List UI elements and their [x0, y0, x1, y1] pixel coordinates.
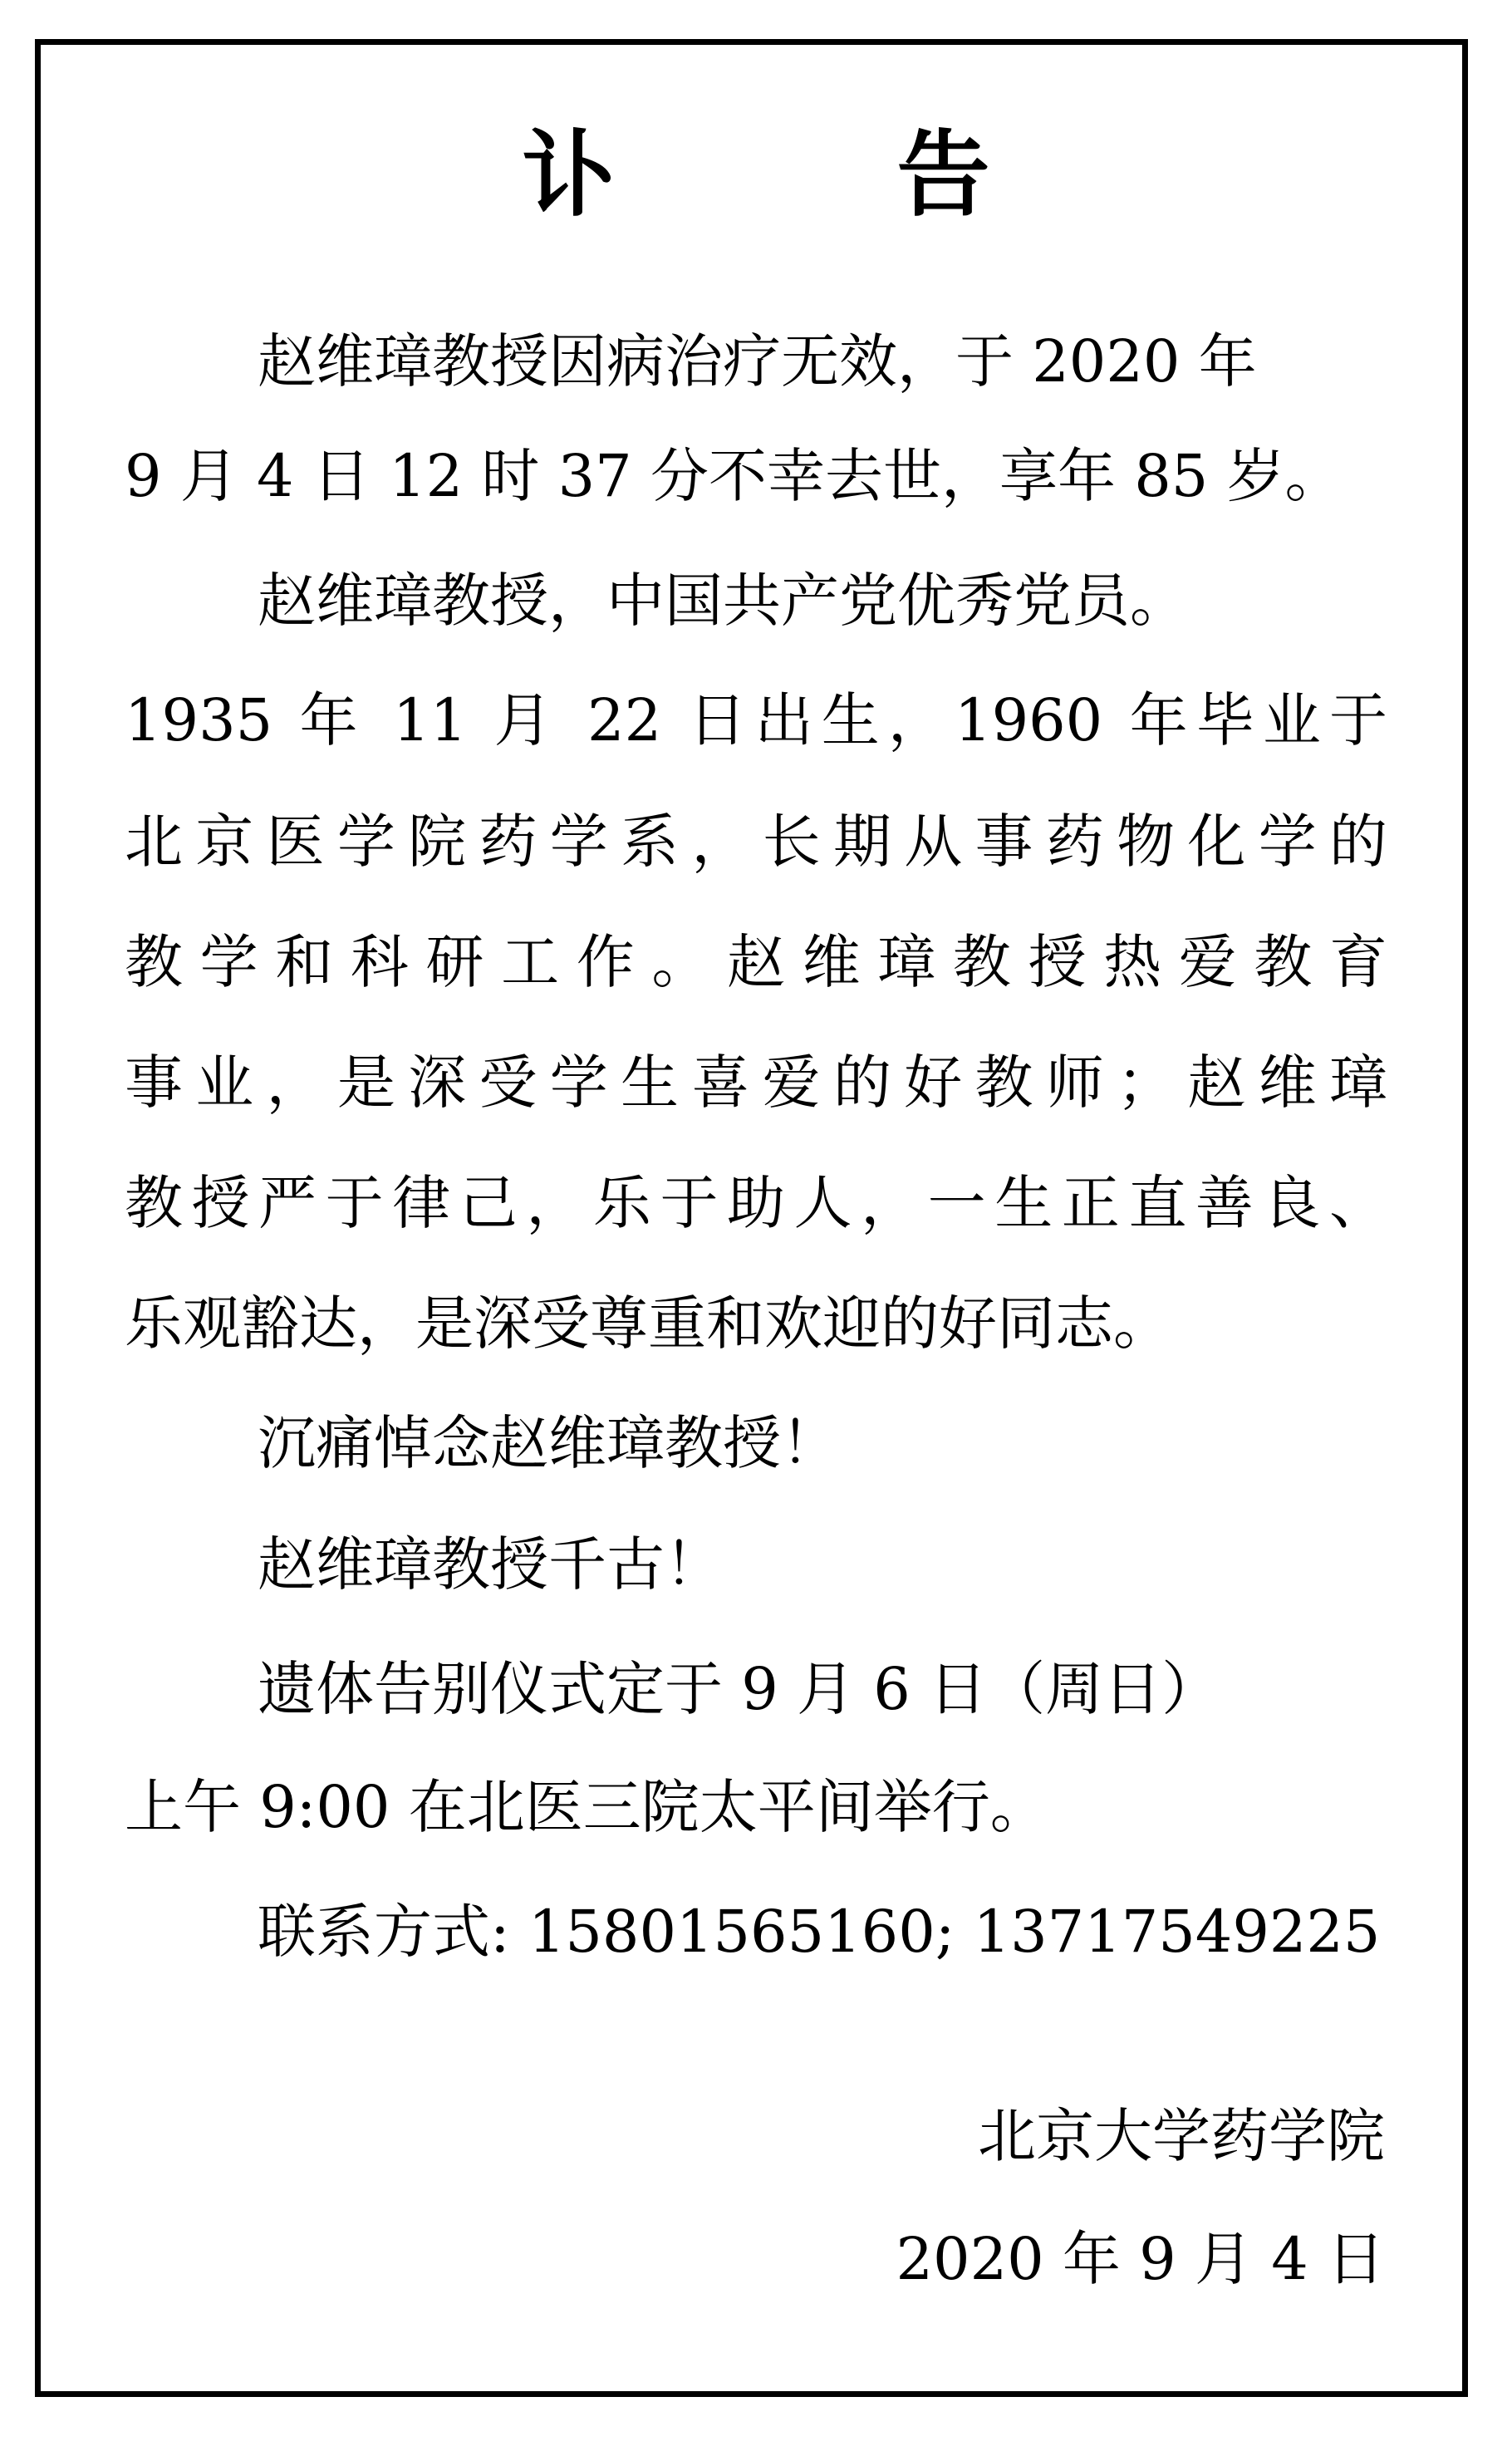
paragraph-line: 北京医学院药学系，长期从事药物化学的 — [125, 808, 1387, 876]
paragraph-line: 赵维璋教授千古！ — [258, 1530, 723, 1599]
page-title: 讣 告 — [522, 120, 1115, 229]
paragraph-line: 事业，是深受学生喜爱的好教师；赵维璋 — [125, 1049, 1387, 1117]
paragraph-line: 教学和科研工作。赵维璋教授热爱教育 — [125, 928, 1387, 996]
paragraph-line: 赵维璋教授因病治疗无效，于 2020 年 — [258, 327, 1257, 395]
signature-org: 北京大学药学院 — [978, 2102, 1385, 2170]
paragraph-line: 乐观豁达，是深受尊重和欢迎的好同志。 — [125, 1289, 1171, 1358]
paragraph-line: 1935 年 11 月 22 日出生，1960 年毕业于 — [125, 686, 1387, 754]
paragraph-line: 赵维璋教授，中国共产党优秀党员。 — [258, 567, 1188, 635]
paragraph-line: 沉痛悼念赵维璋教授！ — [258, 1409, 839, 1477]
paragraph-line: 遗体告别仪式定于 9 月 6 日（周日） — [258, 1655, 1220, 1723]
signature-date: 2020 年 9 月 4 日 — [896, 2225, 1385, 2293]
paragraph-line: 9 月 4 日 12 时 37 分不幸去世，享年 85 岁。 — [125, 442, 1343, 510]
paragraph-line: 教授严于律己，乐于助人，一生正直善良、 — [125, 1169, 1387, 1237]
contact-info: 联系方式: 15801565160; 13717549225 — [258, 1898, 1381, 1966]
paragraph-line: 上午 9:00 在北医三院太平间举行。 — [125, 1773, 1048, 1841]
